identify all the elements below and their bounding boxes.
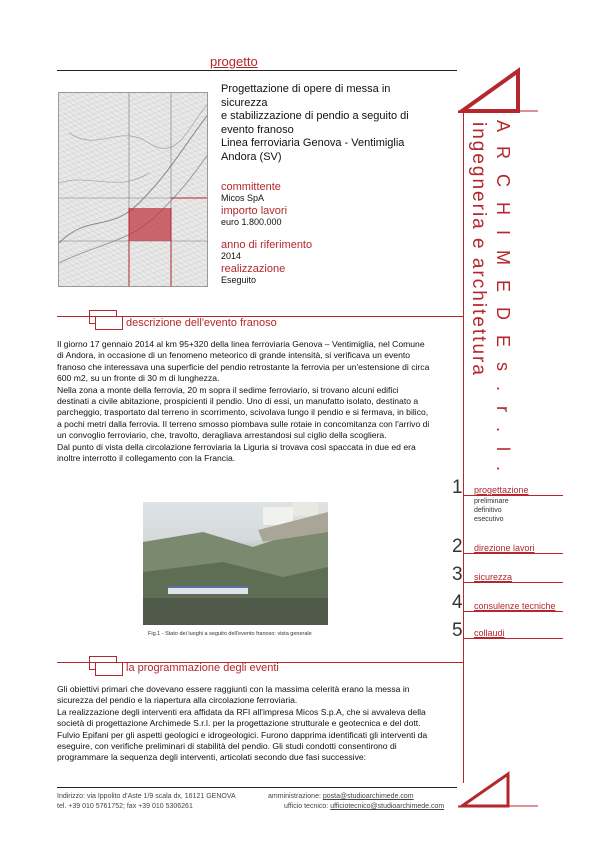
footer-rule	[57, 787, 457, 788]
brand-name: A R C H I M E D E s . r . l .	[493, 120, 513, 477]
footer-address-block	[57, 792, 236, 812]
archimede-logo-footer-icon	[458, 770, 538, 810]
importo-label: importo lavori	[221, 205, 288, 217]
brand-vertical-rule	[463, 112, 464, 488]
location-map	[58, 92, 208, 287]
nav-rule	[463, 638, 563, 639]
paragraph: Dal punto di vista della circolazione ferroviaria la Liguria si trovava così spaccata in due ed era inoltre interrotto il collegamento con la Francia.	[57, 441, 416, 464]
nav-rule	[463, 611, 563, 612]
committente-value: Micos SpA	[221, 193, 265, 203]
title-line: evento franoso	[221, 123, 294, 136]
project-title	[221, 83, 446, 164]
nav-subitem[interactable]: definitivo	[474, 507, 502, 514]
nav-subitem[interactable]: preliminare	[474, 498, 509, 505]
section2-body	[57, 684, 432, 764]
nav-subitem[interactable]: esecutivo	[474, 516, 504, 523]
title-line: Linea ferroviaria Genova - Ventimiglia	[221, 137, 405, 149]
section1-heading: descrizione dell'evento franoso	[126, 317, 277, 329]
section-title: progetto	[210, 54, 258, 69]
brand-tagline: ingegneria e architettura	[468, 122, 489, 377]
nav-label[interactable]: direzione lavori	[474, 543, 535, 553]
section2-marker-icon	[95, 662, 123, 676]
map-drawing	[59, 93, 208, 287]
paragraph: La realizzazione degli interventi era affidata da RFI all'impresa Micos S.p.A, che si avvaleva della società di progettazione Archimede S.r.l. per la progettazione strutturale e geotecnica e del dott. Fulvio Epifani per gli aspetti geologici e idrogeologici. Furono dapprima identificati gli interventi da eseguire, con verifiche preliminari di stabilità del pendio. Gli studi condotti consentirono di programmare la sequenza degli interventi, articolati secondo due fasi successive:	[57, 706, 428, 763]
nav-sublist	[474, 497, 509, 524]
committente-label: committente	[221, 181, 281, 193]
nav-label[interactable]: collaudi	[474, 628, 505, 638]
importo-value: euro 1.800.000	[221, 217, 282, 227]
anno-label: anno di riferimento	[221, 239, 313, 251]
title-line: e stabilizzazione di pendio a seguito di	[221, 110, 409, 122]
nav-label[interactable]: sicurezza	[474, 572, 513, 582]
title-line: Andora (SV)	[221, 150, 282, 163]
section1-marker-icon	[95, 316, 123, 330]
nav-rule	[463, 553, 563, 554]
nav-label[interactable]: progettazione	[474, 485, 529, 495]
photo-caption: Fig.1 - Stato dei luoghi a seguito dell'evento franoso: vista generale	[148, 631, 312, 637]
footer-admin-label: amministrazione:	[268, 793, 321, 800]
paragraph: Il giorno 17 gennaio 2014 al km 95+320 della linea ferroviaria Genova – Ventimiglia, nel Comune di Andora, in occasione di un fenomeno meteorico di grande intensità, si verificava un evento franoso che interessava una superficie del pendio retrostante la ferrovia per un'estensione di circa 600 m2, su un fronte di 30 m di lunghezza.	[57, 339, 430, 384]
paragraph: Gli obiettivi primari che dovevano essere raggiunti con la massima celerità erano la messa in sicurezza del pendio e la riapertura alla circolazione ferroviaria.	[57, 684, 410, 706]
anno-value: 2014	[221, 251, 242, 261]
photo-scene	[143, 502, 328, 625]
nav-number: 5	[452, 620, 463, 641]
nav-label[interactable]: consulenze tecniche	[474, 601, 556, 611]
nav-number: 1	[452, 477, 463, 498]
section1-body	[57, 339, 432, 464]
footer-tech-label: ufficio tecnico:	[284, 803, 329, 810]
archimede-logo-icon	[458, 66, 538, 116]
title-line: sicurezza	[221, 96, 268, 109]
landslide-photo	[143, 502, 328, 625]
project-details	[221, 181, 312, 285]
footer-phone: tel. +39 010 5761752; fax +39 010 5306261	[57, 803, 193, 810]
realizzazione-value: Eseguito	[221, 275, 257, 285]
paragraph: Nella zona a monte della ferrovia, 20 m sopra il sedime ferroviario, si trovano alcuni edifici destinati a civile abitazione, prospicienti il pendio. Uno di essi, un manufatto isolato, destinato a parcheggio, trasportato dal terreno in scorrimento, scivolava lungo il pendio e si fermava, in bilico, a pochi metri dalla ferrovia. Il terreno smosso piombava sulle rotaie in concomitanza con l'arrivo di un convoglio ferroviario, che, travolto, deragliava arrestandosi sul ciglio della scogliera.	[57, 384, 430, 441]
footer-contacts-block	[268, 792, 444, 812]
admin-email-link[interactable]: posta@studioarchimede.com	[322, 793, 414, 800]
section2-heading: la programmazione degli eventi	[126, 662, 279, 674]
footer-address: Indirizzo: via Ippolito d'Aste 1/9 scala dx, 16121 GENOVA	[57, 793, 236, 800]
nav-number: 3	[452, 564, 463, 585]
tech-email-link[interactable]: ufficiotecnico@studioarchimede.com	[330, 803, 445, 810]
title-line: Progettazione di opere di messa in	[221, 83, 391, 95]
nav-rule	[463, 582, 563, 583]
realizzazione-label: realizzazione	[221, 263, 286, 275]
nav-rule	[463, 495, 563, 496]
nav-number: 2	[452, 536, 463, 557]
header-rule	[57, 70, 457, 71]
nav-number: 4	[452, 592, 463, 613]
nav-vertical-rule	[463, 488, 464, 783]
